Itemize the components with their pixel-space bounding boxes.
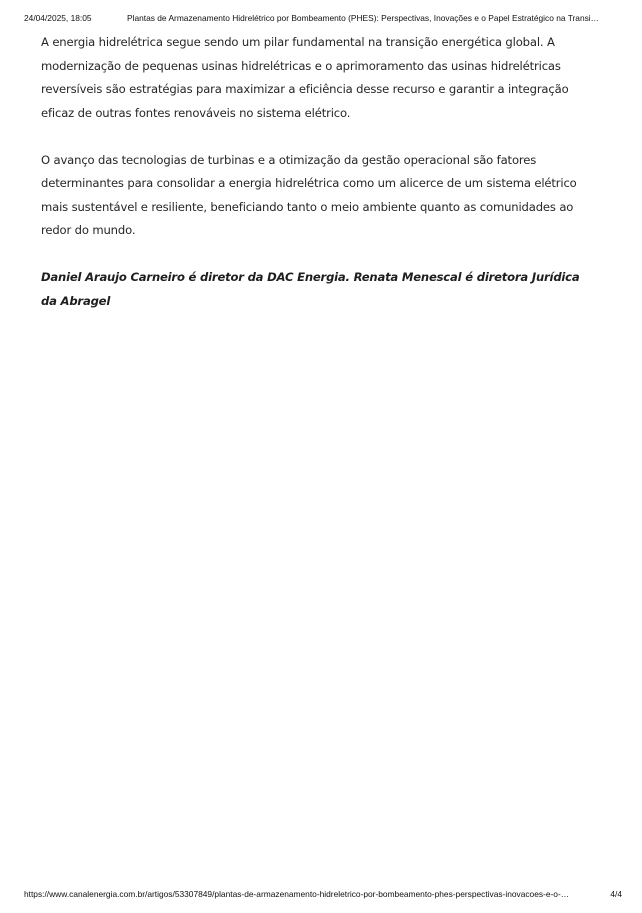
author-byline: Daniel Araujo Carneiro é diretor da DAC Energia. Renata Menescal é diretora Jurídica da Abragel: [41, 270, 580, 308]
print-date: 24/04/2025, 18:05: [24, 13, 92, 23]
document-title: Plantas de Armazenamento Hidrelétrico por Bombeamento (PHES): Perspectivas, Inovações e o Papel Estratégico na Transi…: [127, 13, 600, 23]
article-paragraph: A energia hidrelétrica segue sendo um pilar fundamental na transição energética global. A modernização de pequenas usinas hidrelétricas e o aprimoramento das usinas hidrelétricas reversíveis são estratégias para maximizar a eficiência desse recurso e garantir a integração eficaz de outras fontes renováveis no sistema elétrico.: [41, 35, 569, 120]
article-body: [41, 31, 597, 337]
print-header: [24, 13, 622, 27]
page-number: 4/4: [610, 889, 622, 899]
print-footer: [24, 889, 622, 903]
page-url: https://www.canalenergia.com.br/artigos/53307849/plantas-de-armazenamento-hidreletrico-por-bombeamento-phes-perspectivas-inovacoes-e-o-…: [24, 889, 570, 899]
article-paragraph: O avanço das tecnologias de turbinas e a otimização da gestão operacional são fatores determinantes para consolidar a energia hidrelétrica como um alicerce de um sistema elétrico mais sustentável e resiliente, beneficiando tanto o meio ambiente quanto as comunidades ao redor do mundo.: [41, 152, 577, 237]
